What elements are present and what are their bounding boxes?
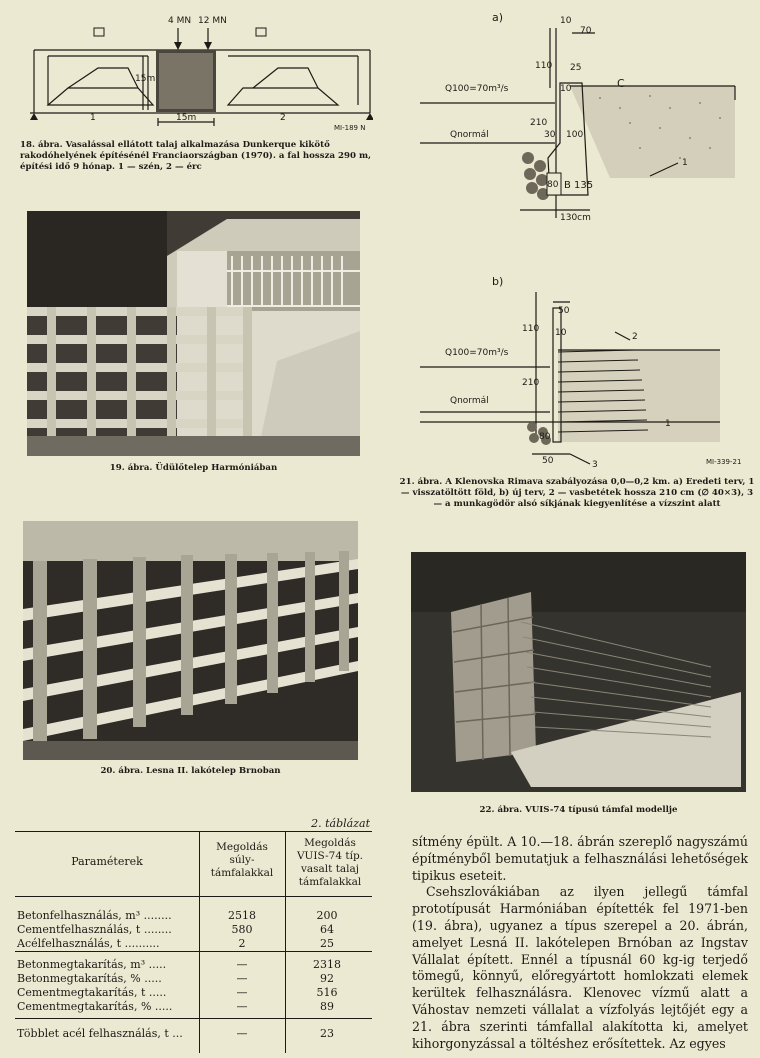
dim-a-2: 110 xyxy=(535,61,553,71)
dim-a-1: 70 xyxy=(580,26,592,36)
figure-22-caption: 22. ábra. VUIS-74 típusú támfal modellje xyxy=(479,805,678,815)
load-label-1: 4 MN xyxy=(168,16,192,26)
dim-b-1: 10 xyxy=(555,328,567,338)
dim-b-2: 110 xyxy=(522,324,540,334)
width-label: 15m xyxy=(176,113,197,123)
dim-a-7: 100 xyxy=(566,130,584,140)
photo-22-image xyxy=(411,552,746,792)
qnormal-a: Qnormál xyxy=(450,130,489,140)
table-row: Betonmegtakarítás, % ..... — 92 xyxy=(17,972,334,985)
dim-a-4: 10 xyxy=(560,84,572,94)
figure-18-drawing xyxy=(28,10,373,135)
dim-b-0: 50 xyxy=(558,306,570,316)
dim-b-4: 80 xyxy=(539,432,551,442)
q100-a: Q100=70m³/s xyxy=(445,84,509,94)
table-group-1 xyxy=(17,909,369,951)
paragraph-2: Csehszlovákiában az ilyen jellegű támfal prototípusát Harmóniában építették fel 1971-ben (19. ábra), ugyanez a típus szerepel a 20. ábrán, amelyet Lesná II. lakótelepen Brnóban az Ingstav Vállalat épített. Ennél a típusnál 60 kg-ig terjedő tömegű, könnyű, előregyártott homlokzati elemek kerültek felhasználásra. Klenovec vízmű alatt a Váhostav nemzeti vállalat a vízfolyás lejtőjét egy a 21. ábra szerinti támfallal alakította ki, amelyet kihorgonyzással a töltéshez erősítettek. Az egyes xyxy=(412,884,748,1051)
label-a-1: 1 xyxy=(682,158,688,168)
label-b-1: 1 xyxy=(665,419,671,429)
table-group-2 xyxy=(17,958,369,1014)
q100-b: Q100=70m³/s xyxy=(445,348,509,358)
load-label-2: 12 MN xyxy=(198,16,227,26)
figure-19-photo xyxy=(27,211,360,456)
figure-21b-drawing xyxy=(420,272,755,472)
table-row: Cementmegtakarítás, t ..... — 516 xyxy=(17,986,338,999)
legend-num-2: 2 xyxy=(280,113,286,123)
label-b135: B 135 xyxy=(564,180,594,191)
figure-20-photo xyxy=(23,521,358,760)
table-row: Cementmegtakarítás, % ..... — 89 xyxy=(17,1000,334,1013)
table-row: Betonmegtakarítás, m³ ..... — 2318 xyxy=(17,958,341,971)
table-title: 2. táblázat xyxy=(311,817,370,830)
dim-a-6: 30 xyxy=(544,130,556,140)
dim-b-3: 210 xyxy=(522,378,540,388)
parameters-table xyxy=(15,831,372,1053)
dim-a-3: 25 xyxy=(570,63,582,73)
legend-num-1: 1 xyxy=(90,113,96,123)
header-gravity-wall: Megoldás súly-támfalakkal xyxy=(210,841,274,879)
photo-19-image xyxy=(27,211,360,456)
height-label: 15m xyxy=(135,74,156,84)
header-parameters: Paraméterek xyxy=(71,855,143,868)
paragraph-1: sítmény épült. A 10.—18. ábrán szereplő nagyszámú építményből bemutatjuk a felhasználási lehetőségek tipikus eseteit. xyxy=(412,834,748,883)
figure-19-caption: 19. ábra. Üdülőtelep Harmóniában xyxy=(109,463,278,473)
label-b-2: 2 xyxy=(632,332,638,342)
label-c: C xyxy=(617,77,625,90)
body-text xyxy=(412,834,748,1052)
header-vuis74: Megoldás VUIS-74 típ. vasalt talaj támfalakkal xyxy=(296,837,364,888)
table-row: Acélfelhasználás, t .......... 2 25 xyxy=(17,937,334,950)
panel-a-label: a) xyxy=(492,11,504,24)
figure-21a-drawing xyxy=(420,8,755,228)
figure-18-caption: 18. ábra. Vasalással ellátott talaj alkalmazása Dunkerque kikötő rakodóhelyének építésénél Franciaországban (1970). a fal hossza 290 m, építési idő 9 hónap. 1 — szén, 2 — érc xyxy=(20,140,372,172)
figure-21-caption: 21. ábra. A Klenovska Rimava szabályozása 0,0—0,2 km. a) Eredeti terv, 1 — visszatöltött föld, b) új terv, 2 — vasbetétek hossza 210 cm (∅ 40×3), 3 — a munkagödör alsó síkjának kiegyenlítése a vízszint alatt xyxy=(399,477,755,509)
table-group-3 xyxy=(17,1027,369,1041)
table-row: Betonfelhasználás, m³ ........ 2518 200 xyxy=(17,909,338,922)
dim-a-9: 130cm xyxy=(560,213,591,223)
figure-21a xyxy=(420,8,755,228)
label-b-3: 3 xyxy=(592,460,598,470)
table-row: Cementfelhasználás, t ........ 580 64 xyxy=(17,923,334,936)
figure-21b xyxy=(420,272,755,472)
figure-21-code: MI-339-21 xyxy=(706,458,742,466)
figure-18 xyxy=(28,10,373,135)
table-row: Többlet acél felhasználás, t ... — 23 xyxy=(17,1027,334,1040)
figure-22-photo xyxy=(411,552,746,792)
dim-b-5: 50 xyxy=(542,456,554,466)
panel-b-label: b) xyxy=(492,275,504,288)
figure-code: MI-189 N xyxy=(334,124,366,132)
dim-a-0: 10 xyxy=(560,16,572,26)
qnormal-b: Qnormál xyxy=(450,396,489,406)
figure-20-caption: 20. ábra. Lesna II. lakótelep Brnoban xyxy=(100,766,281,776)
dim-a-8: 80 xyxy=(547,180,559,190)
photo-20-image xyxy=(23,521,358,760)
dim-a-5: 210 xyxy=(530,118,548,128)
